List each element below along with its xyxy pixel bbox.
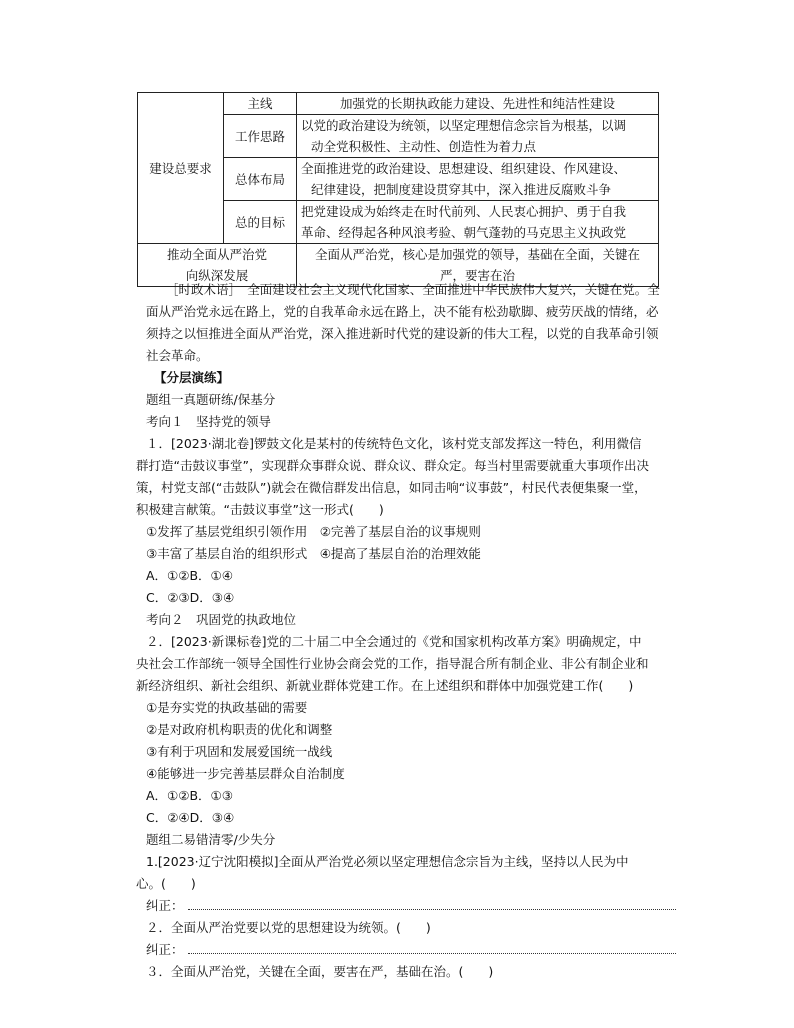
cell-line: 全面推进党的政治建设、思想建设、组织建设、作风建设、 — [301, 161, 627, 176]
cell-line: 动全党积极性、主动性、创造性为着力点 — [311, 139, 537, 154]
question-line: 央社会工作部统一领导全国性行业协会商会党的工作，指导混合所有制企业、非公有制企业和 — [136, 656, 649, 671]
answer-choices: A．①②B．①③ — [146, 788, 233, 803]
cell-line: 向纵深发展 — [185, 268, 249, 283]
question-line: 新经济组织、新社会组织、新就业群体党建工作。在上述组织和群体中加强党建工作( ) — [136, 678, 634, 693]
question-group-title: 题组二易错清零/少失分 — [146, 832, 276, 847]
table-cell-label: 总的目标 — [224, 201, 297, 244]
answer-choices: A．①②B．①④ — [146, 568, 233, 583]
cell-line: 严，要害在治 — [439, 268, 515, 283]
question-line: 策，村党支部(“击鼓队”)就会在微信群发出信息，如同击响“议事鼓”，村民代表便集聚一堂， — [136, 480, 647, 495]
section-heading: 【分层演练】 — [154, 370, 230, 385]
topic-heading: 考向２ 巩固党的执政地位 — [146, 612, 297, 627]
topic-heading: 考向１ 坚持党的领导 — [146, 414, 272, 429]
option-line: ④能够进一步完善基层群众自治制度 — [146, 766, 345, 781]
table-cell-content — [297, 158, 659, 201]
table-cell-label: 总体布局 — [224, 158, 297, 201]
cell-line: 全面从严治党，核心是加强党的领导，基础在全面，关键在 — [314, 247, 640, 262]
question-line: ３．全面从严治党，关键在全面，要害在严，基础在治。( ) — [146, 964, 494, 979]
option-line: ①发挥了基层党组织引领作用 ②完善了基层自治的议事规则 — [146, 524, 481, 539]
table-row — [138, 93, 659, 115]
option-line: ②是对政府机构职责的优化和调整 — [146, 722, 333, 737]
cell-line: 以党的政治建设为统领，以坚定理想信念宗旨为根基，以调 — [301, 118, 627, 133]
option-line: ③丰富了基层自治的组织形式 ④提高了基层自治的治理效能 — [146, 546, 481, 561]
question-line: ２．[2023·新课标卷]党的二十届二中全会通过的《党和国家机构改革方案》明确规定，中 — [146, 634, 642, 649]
paragraph-line: 须持之以恒推进全面从严治党，深入推进新时代党的建设新的伟大工程，以党的自我革命引领 — [146, 326, 659, 341]
cell-line: 革命、经得起各种风浪考验、朝气蓬勃的马克思主义执政党 — [301, 225, 627, 240]
correction-label: 纠正： — [146, 898, 184, 913]
cell-line: 纪律建设，把制度建设贯穿其中，深入推进反腐败斗争 — [311, 182, 612, 197]
question-line: １．[2023·湖北卷]锣鼓文化是某村的传统特色文化，该村党支部发挥这一特色，利用微信 — [146, 436, 642, 451]
question-group-title: 题组一真题研练/保基分 — [146, 392, 276, 407]
question-line: ２．全面从严治党要以党的思想建设为统领。( ) — [146, 920, 431, 935]
question-line: 积极建言献策。“击鼓议事堂”这一形式( ) — [136, 502, 384, 517]
answer-choices: C．②③D．③④ — [146, 590, 235, 605]
question-line: 群打造“击鼓议事堂”，实现群众事群众说、群众议、群众定。每当村里需要就重大事项作出决 — [136, 458, 649, 473]
paragraph-line: ［时政术语］ 全面建设社会主义现代化国家、全面推进中华民族伟大复兴，关键在党。全 — [166, 282, 660, 297]
correction-label: 纠正： — [146, 942, 184, 957]
question-line: 心。( ) — [136, 876, 196, 891]
table-cell-label: 工作思路 — [224, 115, 297, 158]
table-cell-content: 加强党的长期执政能力建设、先进性和纯洁性建设 — [297, 93, 659, 115]
cell-line: 推动全面从严治党 — [166, 247, 267, 262]
correction-answer-line[interactable] — [188, 909, 676, 910]
table-cell-category: 建设总要求 — [138, 93, 224, 244]
paragraph-line: 社会革命。 — [146, 348, 209, 363]
construction-requirements-table — [137, 92, 659, 287]
option-line: ①是夯实党的执政基础的需要 — [146, 700, 308, 715]
option-line: ③有利于巩固和发展爱国统一战线 — [146, 744, 333, 759]
table-cell-content — [297, 115, 659, 158]
table-cell-label: 主线 — [224, 93, 297, 115]
paragraph-line: 面从严治党永远在路上，党的自我革命永远在路上，决不能有松劲歇脚、疲劳厌战的情绪，必 — [146, 304, 659, 319]
correction-answer-line[interactable] — [188, 953, 676, 954]
table-cell-content — [297, 201, 659, 244]
answer-choices: C．②④D．③④ — [146, 810, 235, 825]
question-line: 1.[2023·辽宁沈阳模拟]全面从严治党必须以坚定理想信念宗旨为主线，坚持以人民为中 — [146, 854, 629, 869]
cell-line: 把党建设成为始终走在时代前列、人民衷心拥护、勇于自我 — [301, 204, 627, 219]
